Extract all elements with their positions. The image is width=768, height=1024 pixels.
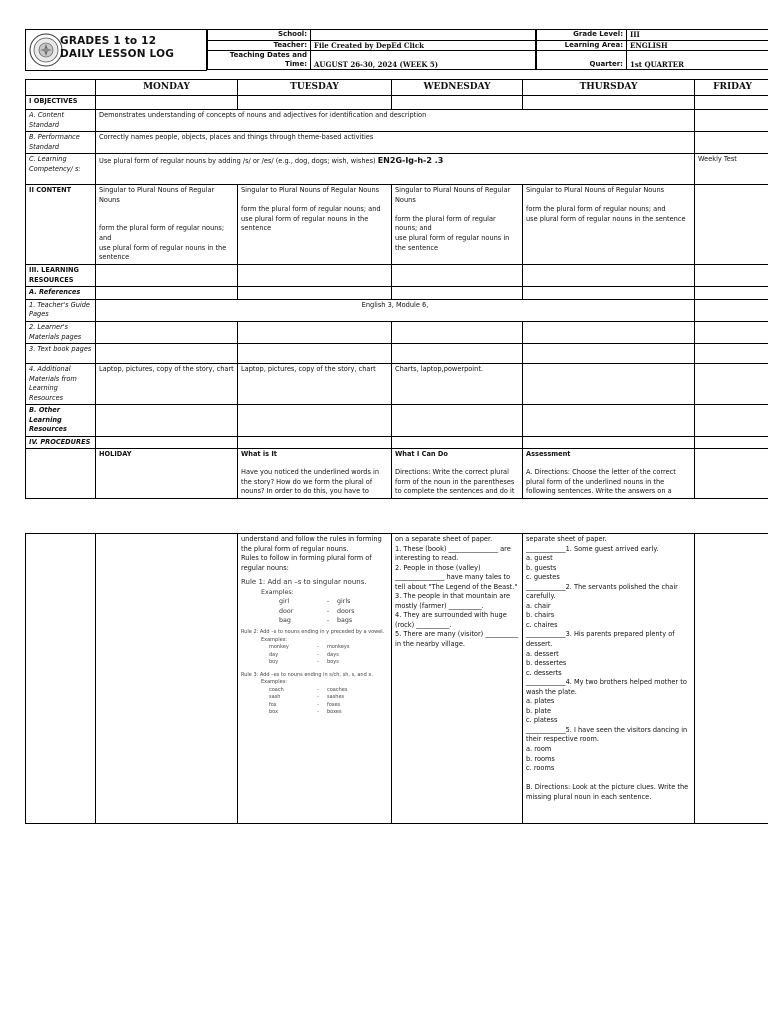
objectives-label: I OBJECTIVES	[26, 96, 96, 110]
tuesday-proc-text: Have you noticed the underlined words in the story? How do we form the plural of nouns? In order to do this, you have to	[241, 467, 380, 496]
rule-3-example: fox - foxes	[269, 701, 341, 708]
area-value: ENGLISH	[627, 40, 768, 51]
competency-text: Use plural form of regular nouns by adding /s/ or /es/ (e.g., dog, dogs; wish, wishes)	[99, 157, 376, 166]
am-label: 4. Additional Materials from Learning Resources	[26, 364, 96, 405]
rule-1-examples-label: Examples:	[261, 588, 294, 596]
school-label: School:	[208, 30, 311, 41]
thursday-procedure	[523, 449, 695, 499]
monday-holiday: HOLIDAY	[96, 449, 238, 499]
school-value	[311, 30, 536, 41]
rule-2-example: day - days	[269, 651, 339, 658]
dates-label: Teaching Dates and Time:	[208, 51, 311, 70]
corner-cell	[26, 80, 96, 96]
content-tuesday: Singular to Plural Nouns of Regular Nouns form the plural form of regular nouns; and use plural form of regular nouns in the sentence	[238, 185, 392, 265]
rule-3-example: box - boxes	[269, 709, 342, 716]
plural-rules-image	[241, 577, 388, 717]
quarter-value: 1st QUARTER	[627, 51, 768, 70]
content-wednesday: Singular to Plural Nouns of Regular Nouns form the plural form of regular nouns; and use plural form of regular nouns in the sentence	[392, 185, 523, 265]
page-header	[25, 29, 768, 71]
tg-label: 1. Teacher's Guide Pages	[26, 299, 96, 321]
references-label: A. References	[26, 287, 96, 300]
day-header-thursday: THURSDAY	[523, 80, 695, 96]
friday-weekly-test: Weekly Test	[695, 154, 768, 185]
rule-3-example: coach - coaches	[269, 686, 348, 693]
rule-1-example: bag - bags	[279, 617, 353, 624]
lesson-log-table	[25, 79, 768, 499]
wednesday-proc-title: What I Can Do	[395, 450, 448, 459]
rule-1-example: girl - girls	[279, 598, 351, 606]
rule-2-example: boy - boys	[269, 659, 339, 666]
competency-label: C. Learning Competency/ s:	[26, 154, 96, 185]
tg-value: English 3, Module 6,	[96, 299, 695, 321]
title-line-2: DAILY LESSON LOG	[60, 48, 175, 60]
wednesday-continued: on a separate sheet of paper. 1. These (book) _______________ are interesting to read. 2. People in those (valley) _______________ have many tales to tell about "The Legend of the Beast." 3. The people in that mountain are mostly (farmer) __________. 4. They are surrounded with huge (rock) __________. 5. There are many (visitor) __________ in the nearby village.	[392, 534, 523, 824]
tb-label: 3. Text book pages	[26, 344, 96, 364]
day-header-monday: MONDAY	[96, 80, 238, 96]
tuesday-rules-intro: understand and follow the rules in forming the plural form of regular nouns. Rules to follow in forming plural form of regular nouns:	[241, 535, 382, 572]
dates-value: AUGUST 26-30, 2024 (WEEK 5)	[311, 51, 536, 70]
thursday-proc-text: A. Directions: Choose the letter of the correct plural form of the underlined nouns in the following sentences. Write the answers on a	[526, 467, 676, 496]
rule-3-examples-label: Examples:	[261, 679, 287, 686]
content-monday: Singular to Plural Nouns of Regular Nouns form the plural form of regular nouns; and use plural form of regular nouns in the sentence	[96, 185, 238, 265]
procedures-label: IV. PROCEDURES	[26, 436, 96, 449]
day-header-friday: FRIDAY	[695, 80, 768, 96]
rule-2-example: monkey - monkeys	[269, 644, 350, 651]
thursday-continued: separate sheet of paper. ____________1. Some guest arrived early. a. guest b. guests c. guestes ____________2. The servants polished the chair carefully. a. chair b. chairs c. chaires ____________3. His parents prepared plenty of dessert. a. dessert b. dessertes c. desserts ____________4. My two brothers helped mother to wash the plate. a. plates b. plate c. platess ____________5. I have seen the visitors dancing in their respective room. a. room b. rooms c. rooms B. Directions: Look at the picture clues. Write the missing plural noun in each sentence.	[523, 534, 695, 824]
tuesday-proc-title: What is It	[241, 450, 277, 459]
am-wednesday: Charts, laptop,powerpoint.	[392, 364, 523, 405]
title-line-1: GRADES 1 to 12	[60, 35, 157, 47]
rule-2-label: Rule 2: Add –s to nouns ending in y preceded by a vowel.	[241, 629, 385, 636]
wednesday-procedure	[392, 449, 523, 499]
thursday-proc-title: Assessment	[526, 450, 571, 459]
rule-2-examples-label: Examples:	[261, 636, 287, 643]
rule-1-example: door - doors	[279, 607, 355, 615]
day-header-tuesday: TUESDAY	[238, 80, 392, 96]
day-header-wednesday: WEDNESDAY	[392, 80, 523, 96]
area-label: Learning Area:	[537, 40, 627, 51]
performance-standard-text: Correctly names people, objects, places and things through theme-based activities	[96, 132, 695, 154]
am-monday: Laptop, pictures, copy of the story, chart	[96, 364, 238, 405]
performance-standard-label: B. Performance Standard	[26, 132, 96, 154]
teacher-label: Teacher:	[208, 40, 311, 51]
lesson-log-table-continued	[25, 533, 768, 824]
wednesday-proc-text: Directions: Write the correct plural form of the noun in the parentheses to complete the sentences and do it	[395, 467, 515, 496]
tuesday-procedure	[238, 449, 392, 499]
content-thursday: Singular to Plural Nouns of Regular Nouns form the plural form of regular nouns; and use plural form of regular nouns in the sentence	[523, 185, 695, 265]
info-table-left	[207, 29, 536, 70]
content-standard-label: A. Content Standard	[26, 110, 96, 132]
grade-value: III	[627, 30, 768, 41]
tuesday-continued	[238, 534, 392, 824]
teacher-value: File Created by DepEd Click	[311, 40, 536, 51]
logo-title-box	[25, 29, 207, 71]
olr-label: B. Other Learning Resources	[26, 405, 96, 437]
quarter-label: Quarter:	[537, 51, 627, 70]
resources-label: III. LEARNING RESOURCES	[26, 265, 96, 287]
rule-3-example: sash - sashes	[269, 694, 345, 701]
rule-1-label: Rule 1: Add an –s to singular nouns.	[241, 578, 367, 587]
am-tuesday: Laptop, pictures, copy of the story, chart	[238, 364, 392, 405]
rule-3-label: Rule 3: Add –es to nouns ending in s/ch, sh, s, and x.	[241, 671, 373, 678]
lm-label: 2. Learner's Materials pages	[26, 321, 96, 343]
competency-cell	[96, 154, 695, 185]
competency-code: EN2G-Ig-h-2 .3	[377, 156, 444, 166]
content-label: II CONTENT	[26, 185, 96, 265]
content-standard-text: Demonstrates understanding of concepts of nouns and adjectives for identification and description	[96, 110, 695, 132]
grade-label: Grade Level:	[537, 30, 627, 41]
deped-seal-icon	[29, 33, 63, 67]
info-table-right	[536, 29, 768, 70]
